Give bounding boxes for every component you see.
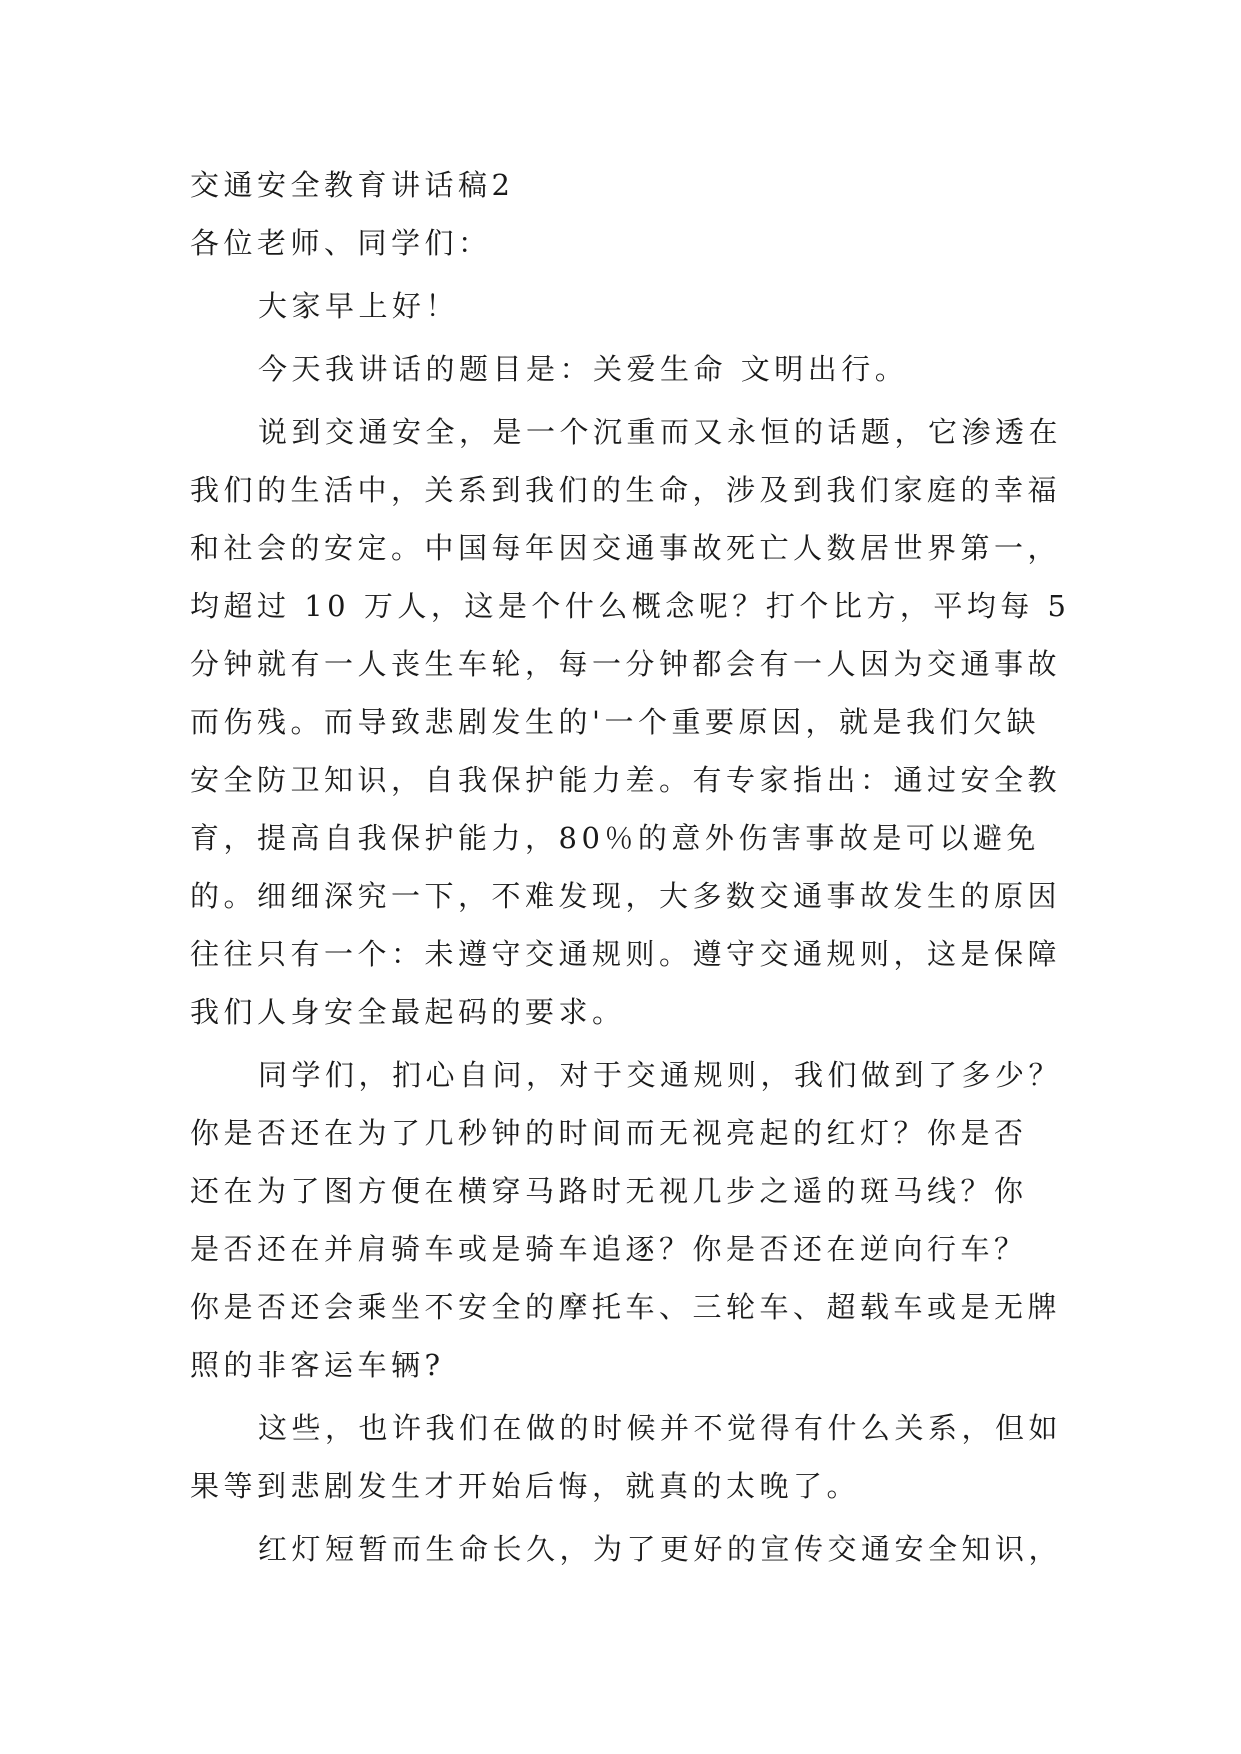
paragraph-line: 分钟就有一人丧生车轮，每一分钟都会有一人因为交通事故: [190, 647, 1062, 681]
paragraph-line: 我们人身安全最起码的要求。: [190, 995, 626, 1029]
paragraph-line: 的。细细深究一下，不难发现，大多数交通事故发生的原因: [190, 879, 1062, 913]
paragraph-line: 这些，也许我们在做的时候并不觉得有什么关系，但如: [258, 1411, 1063, 1445]
paragraph-line: 往往只有一个：未遵守交通规则。遵守交通规则，这是保障: [190, 937, 1062, 971]
paragraph-line: 还在为了图方便在横穿马路时无视几步之遥的斑马线？你: [190, 1174, 1028, 1208]
paragraph-line: 你是否还会乘坐不安全的摩托车、三轮车、超载车或是无牌: [190, 1290, 1062, 1324]
paragraph-line: 均超过 10 万人，这是个什么概念呢？打个比方，平均每 5: [190, 589, 1071, 623]
paragraph-line: 照的非客运车辆?: [190, 1348, 445, 1382]
paragraph-line: 我们的生活中，关系到我们的生命，涉及到我们家庭的幸福: [190, 473, 1062, 507]
paragraph-line: 同学们，扪心自问，对于交通规则，我们做到了多少？: [258, 1058, 1063, 1092]
paragraph-line: 和社会的安定。中国每年因交通事故死亡人数居世界第一，: [190, 531, 1062, 565]
paragraph-line: 安全防卫知识，自我保护能力差。有专家指出：通过安全教: [190, 763, 1062, 797]
paragraph-line: 果等到悲剧发生才开始后悔，就真的太晚了。: [190, 1469, 861, 1503]
paragraph-line: 是否还在并肩骑车或是骑车追逐？你是否还在逆向行车？: [190, 1232, 1028, 1266]
greeting: 各位老师、同学们：: [190, 226, 492, 260]
paragraph-line: 育，提高自我保护能力，80％的意外伤害事故是可以避免: [190, 821, 1040, 855]
paragraph-line: 今天我讲话的题目是：关爱生命 文明出行。: [258, 352, 909, 386]
paragraph-line: 而伤残。而导致悲剧发生的'一个重要原因，就是我们欠缺: [190, 705, 1040, 739]
document-title: 交通安全教育讲话稿2: [190, 168, 515, 202]
paragraph-line: 红灯短暂而生命长久，为了更好的宣传交通安全知识，: [258, 1532, 1063, 1566]
paragraph-line: 你是否还在为了几秒钟的时间而无视亮起的红灯？你是否: [190, 1116, 1028, 1150]
document-page: [190, 156, 1071, 1578]
paragraph-line: 说到交通安全，是一个沉重而又永恒的话题，它渗透在: [258, 415, 1063, 449]
paragraph-line: 大家早上好！: [258, 289, 460, 323]
